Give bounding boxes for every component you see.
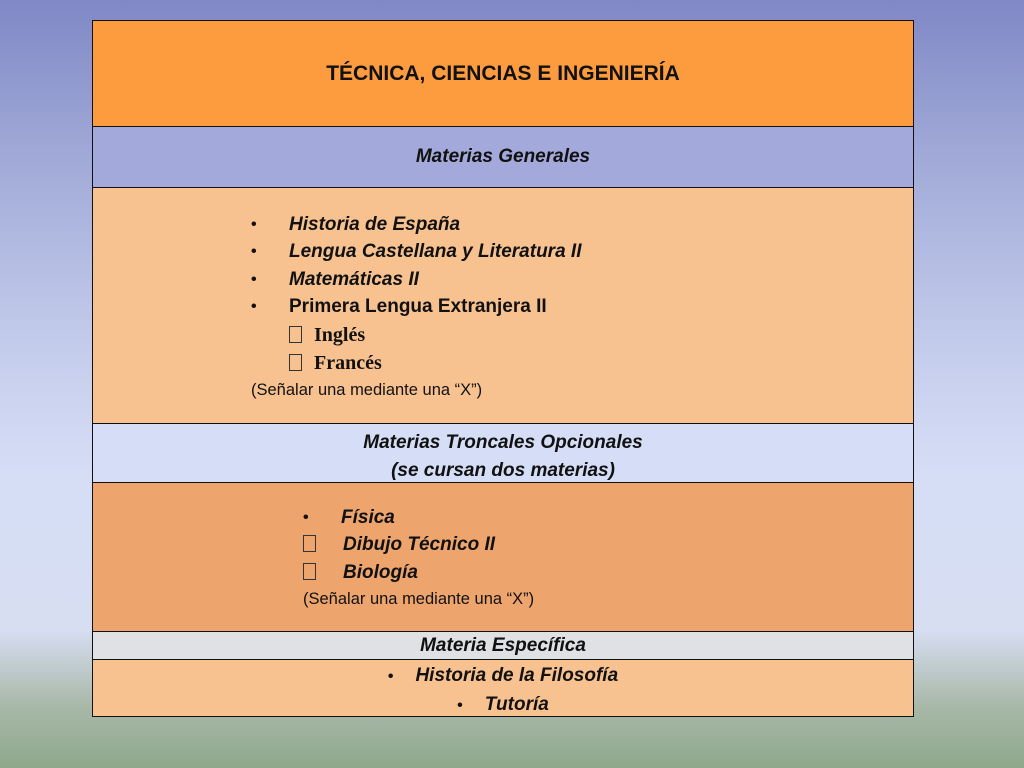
language-option	[251, 349, 581, 377]
troncales-heading-row	[93, 424, 913, 483]
list-item	[303, 531, 534, 558]
troncales-subheading: (se cursan dos materias)	[391, 460, 615, 481]
bullet-icon: •	[251, 270, 257, 288]
language-option	[251, 321, 581, 349]
general-note: (Señalar una mediante una “X”)	[251, 380, 483, 399]
bullet-icon: •	[251, 216, 257, 233]
troncales-heading: Materias Troncales Opcionales	[363, 432, 643, 453]
troncales-option-label: Biología	[343, 561, 418, 583]
bullet-icon: •	[303, 509, 309, 526]
general-item-label: Primera Lengua Extranjera II	[289, 296, 547, 318]
troncales-list-row	[93, 483, 913, 632]
list-item	[303, 504, 534, 531]
list-item	[251, 266, 581, 293]
list-item	[93, 691, 913, 720]
general-list-row	[93, 188, 913, 424]
general-item-label: Historia de España	[289, 214, 461, 235]
especifica-heading-row	[93, 632, 913, 660]
list-item	[251, 211, 581, 238]
checkbox-icon[interactable]	[303, 563, 316, 580]
general-heading: Materias Generales	[415, 146, 591, 167]
troncales-option-label: Dibujo Técnico II	[343, 534, 496, 556]
troncales-fixed-label: Física	[341, 507, 395, 528]
checkbox-icon[interactable]	[303, 535, 316, 552]
page-title: TÉCNICA, CIENCIAS E INGENIERÍA	[326, 61, 680, 85]
especifica-list-row	[93, 660, 913, 716]
bullet-icon: •	[457, 697, 463, 714]
general-list	[251, 211, 581, 403]
subjects-table	[92, 20, 914, 717]
title-row	[93, 21, 913, 127]
troncales-note: (Señalar una mediante una “X”)	[303, 590, 535, 609]
list-item	[93, 662, 913, 691]
especifica-item-label: Historia de la Filosofía	[415, 665, 619, 686]
checkbox-icon[interactable]	[289, 326, 302, 343]
checkbox-icon[interactable]	[289, 354, 302, 371]
list-item	[303, 559, 534, 586]
general-item-label: Matemáticas II	[289, 268, 419, 290]
language-label: Francés	[314, 351, 382, 374]
bullet-icon: •	[387, 668, 394, 685]
language-label: Inglés	[314, 323, 366, 346]
especifica-heading: Materia Específica	[420, 634, 586, 656]
bullet-icon: •	[251, 243, 257, 261]
general-heading-row	[93, 127, 913, 188]
list-item	[251, 238, 581, 265]
list-item	[251, 293, 581, 320]
bullet-icon: •	[251, 298, 257, 316]
especifica-item-label: Tutoría	[484, 694, 549, 715]
troncales-list	[303, 504, 534, 612]
general-item-label: Lengua Castellana y Literatura II	[289, 241, 582, 263]
